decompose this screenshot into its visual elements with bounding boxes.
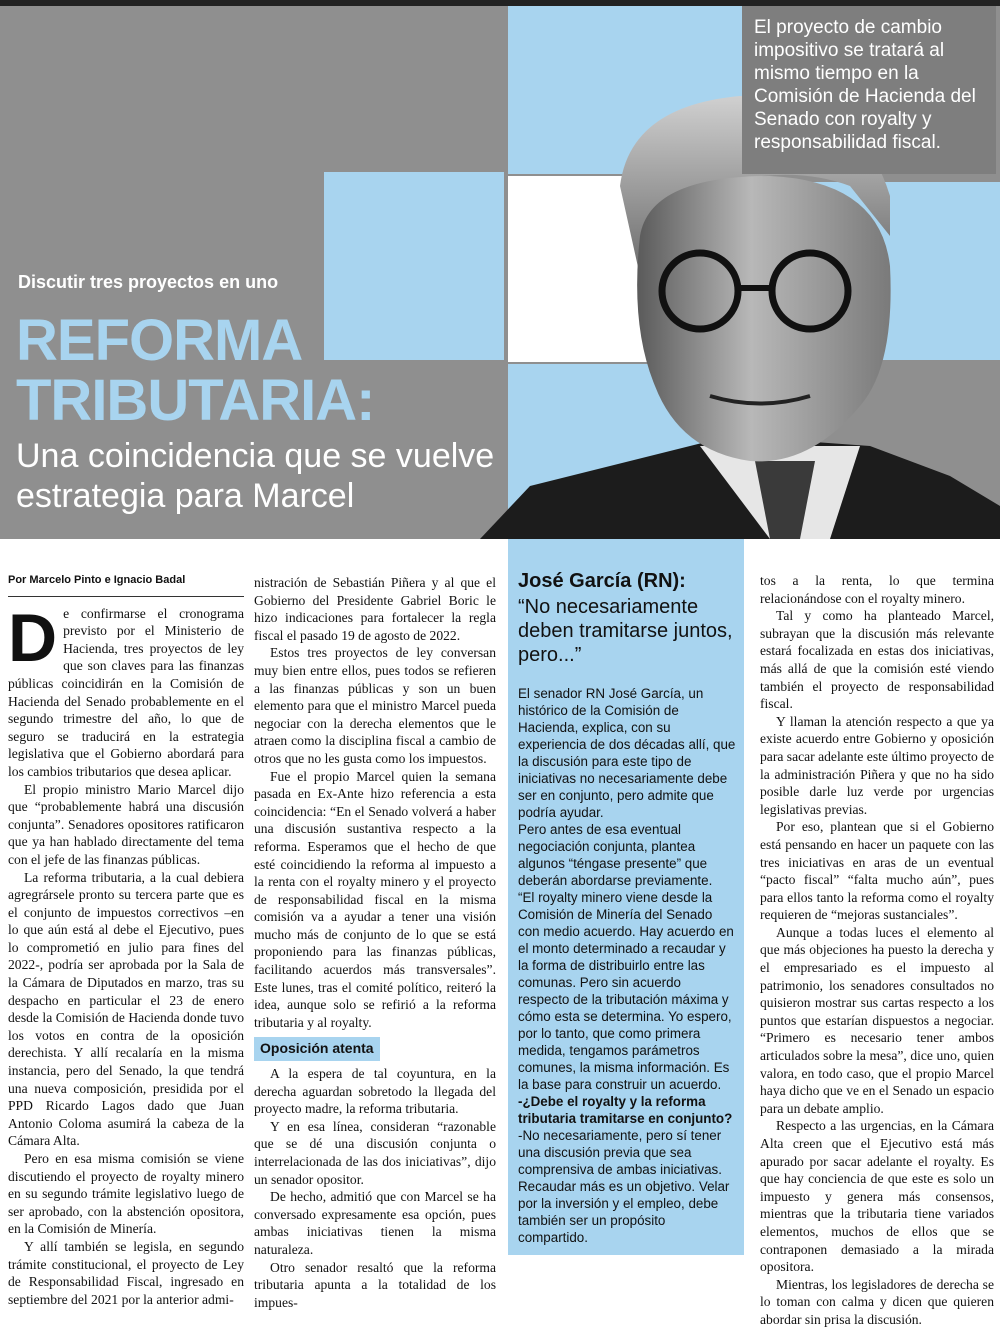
- callout-text: El proyecto de cambio impositivo se tratará al mismo tiempo en la Comisión de Hacienda del Senado con royalty y responsabilidad fiscal.: [754, 17, 976, 153]
- paragraph: Estos tres proyectos de ley conversan muy bien entre ellos, pues todos se refieren a las finanzas públicas y son un buen elemento para que el ministro Marcel pueda negociar con la derecha elementos que le atraen como la disciplina fiscal a cambio de otros que no les gusta como los impuestos.: [254, 645, 496, 766]
- byline: Por Marcelo Pinto e Ignacio Badal: [8, 566, 244, 597]
- paragraph: Pero en esa misma comisión se viene discutiendo el proyecto de royalty minero en su segundo trámite legislativo luego de ser aprobado, con la abstención opositora, en la Comisión de Minería.: [8, 1151, 244, 1237]
- subtitle: Una coincidencia que se vuelve estrategia para Marcel: [16, 437, 495, 515]
- paragraph: De confirmarse el cronograma previsto por el Ministerio de Hacienda, tres proyectos de ley que son claves para las finanzas públicas coincidirán en la Comisión de Hacienda del Senado probablemente en el segundo trimestre del año, lo que de seguro se traducirá en la estrategia legislativa que el Gobierno abordará para los cambios tributarios que desea aplicar.: [8, 599, 244, 779]
- paragraph: Otro senador resaltó que la reforma tributaria apunta a la totalidad de los impues-: [254, 1259, 496, 1310]
- paragraph: Aunque a todas luces el elemento al que más objeciones ha puesto la derecha y el empresariado es el impuesto al patrimonio, los senadores consultados no quisieron mostrar sus cartas respecto a los puntos que estarían dispuestos a negociar. “Primero es necesario tener ambos articulados sobre la mesa”, dice uno, quien valora, en todo caso, que el propio Marcel haya dicho que ve en el Senado un espacio para un debate amplio.: [760, 924, 994, 1116]
- column-4: [760, 572, 994, 1329]
- paragraph: El propio ministro Mario Marcel dijo que “probablemente habrá una discusión conjunta”. Senadores opositores ratificaron que ya han hablado directamente del tema con el jefe de las finanzas públicas.: [8, 781, 244, 867]
- section-subhead: Oposición atenta: [254, 1037, 380, 1061]
- sidebar-paragraph: “El royalty minero viene desde la Comisión de Minería del Senado con medio acuerdo. Hay acuerdo en el monto determinado a recaudar y la forma de distribuirlo entre las comunas. Pero sin acuerdo respecto de la tributación máxima y cómo esta se determina. Yo espero, por lo tanto, que como primera medida, tengamos parámetros comunes, la misma información. Es la base para construir un acuerdo.: [518, 890, 734, 1092]
- paragraph: Y allí también se legisla, en segundo trámite constitucional, el proyecto de Ley de Responsabilidad Fiscal, ingresado en septiembre del 2021 por la anterior admi-: [8, 1238, 244, 1307]
- column-2: [254, 574, 496, 1311]
- sidebar-question: -¿Debe el royalty y la reforma tributaria tramitarse en conjunto?: [518, 1094, 733, 1126]
- callout-box: [742, 6, 996, 174]
- paragraph: Mientras, los legisladores de derecha se lo toman con calma y dicen que quieren abordar sin prisa la discusión.: [760, 1276, 994, 1327]
- headline-line-2: TRIBUTARIA:: [16, 368, 375, 433]
- sidebar-answer: -No necesariamente, pero sí tener una discusión previa que sea comprensiva de ambas iniciativas. Recaudar más es un objetivo. Velar por la inversión y el empleo, debe también ser un propósito compartido.: [518, 1128, 730, 1245]
- paragraph: tos a la renta, lo que termina relacionándose con el royalty minero.: [760, 573, 994, 606]
- paragraph: Respecto a las urgencias, en la Cámara Alta creen que el Ejecutivo está más apurado por sacar adelante el royalty. Es que hay conciencia de que este es solo un impuesto y genera más consensos, mientras que la tributaria tiene variados elementos, muchos de ellos que se contraponen demasiado a la mirada opositora.: [760, 1118, 994, 1275]
- paragraph: De hecho, admitió que con Marcel se ha conversado expresamente esa opción, pues ambas iniciativas tienen la misma naturaleza.: [254, 1189, 496, 1257]
- paragraph: Y en esa línea, consideran “razonable que se dé una discusión conjunta o interrelacionada de las dos iniciativas”, dijo un senador opositor.: [254, 1118, 496, 1187]
- sidebar-paragraph: Pero antes de esa eventual negociación conjunta, plantea algunos “téngase presente” que deberán abordarse previamente.: [518, 822, 713, 888]
- paragraph: Por eso, plantean que si el Gobierno está pensando en hacer un paquete con las tres iniciativas en aras de un eventual “pacto fiscal” “falta mucho aún”, pues para ellos tanto la reforma como el royalty requieren de “mejoras sustanciales”.: [760, 819, 994, 923]
- paragraph: Y llaman la atención respecto a que ya existe acuerdo entre Gobierno y oposición para sacar adelante este último proyecto de la administración Piñera y que no ha sido posible darle luz verde por urgencias legislativas previas.: [760, 713, 995, 817]
- paragraph: A la espera de tal coyuntura, en la derecha aguardan sobretodo la llegada del proyecto madre, la reforma tributaria.: [254, 1066, 496, 1117]
- paragraph: La reforma tributaria, a la cual debiera agregrársele pronto su tercera parte que es el conjunto de impuestos correctivos –en lo que aún está al debe el Ejecutivo, pues lo comprometió en julio para fines del 2022-, podría ser aprobada por la Sala de la Cámara de Diputados en marzo, tras su despacho en particular el 23 de enero desde la Comisión de Hacienda donde tuvo los votos en contra de la oposición derechista. Y allí recalaría en la misma instancia, pero del Senado, la que tendrá una nueva composición, presidida por el PPD Ricardo Lagos dado que Juan Antonio Coloma asumirá la cabeza de la Cámara Alta.: [8, 869, 244, 1149]
- sidebar-paragraph: El senador RN José García, un histórico de la Comisión de Hacienda, explica, con su experiencia de dos décadas allí, que la discusión para este tipo de iniciativas no necesariamente debe ser en conjunto, pero admite que podría ayudar.: [518, 686, 736, 820]
- column-1: [8, 566, 244, 1308]
- kicker: Discutir tres proyectos en uno: [18, 272, 279, 292]
- drop-cap: D: [8, 599, 58, 676]
- paragraph: Tal y como ha planteado Marcel, subrayan que la discusión más relevante estará focalizada en estas dos iniciativas, más allá de que la comisión esté viendo también el proyecto de responsabilidad fiscal.: [760, 608, 994, 712]
- sidebar-box: [508, 539, 744, 1255]
- headline-line-1: REFORMA: [16, 308, 303, 373]
- sidebar-body: [518, 685, 736, 1246]
- paragraph: Fue el propio Marcel quien la semana pasada en Ex-Ante hizo referencia a esta coincidencia: “En el Senado volverá a haber una discusión sustantiva respecto a la reforma. Esperamos que el hecho de que esté coincidiendo la reforma al impuesto a la renta con el royalty minero y el proyecto de responsabilidad fiscal en la misma comisión va a ayudar a tener una visión mucho más de conjunto de lo que se está proponiendo para las finanzas públicas, facilitando acuerdos más transversales”. Este lunes, tras el comité político, reiteró la idea, aunque solo se refirió a la reforma tributaria y al royalty.: [254, 768, 496, 1030]
- sidebar-quote: “No necesariamente deben tramitarse juntos, pero...”: [518, 596, 733, 666]
- paragraph: nistración de Sebastián Piñera y al que el Gobierno del Presidente Gabriel Boric le hizo indicaciones para fortalecer la regla fiscal el pasado 19 de agosto de 2022.: [254, 575, 496, 643]
- sidebar-name: José García (RN):: [518, 570, 686, 592]
